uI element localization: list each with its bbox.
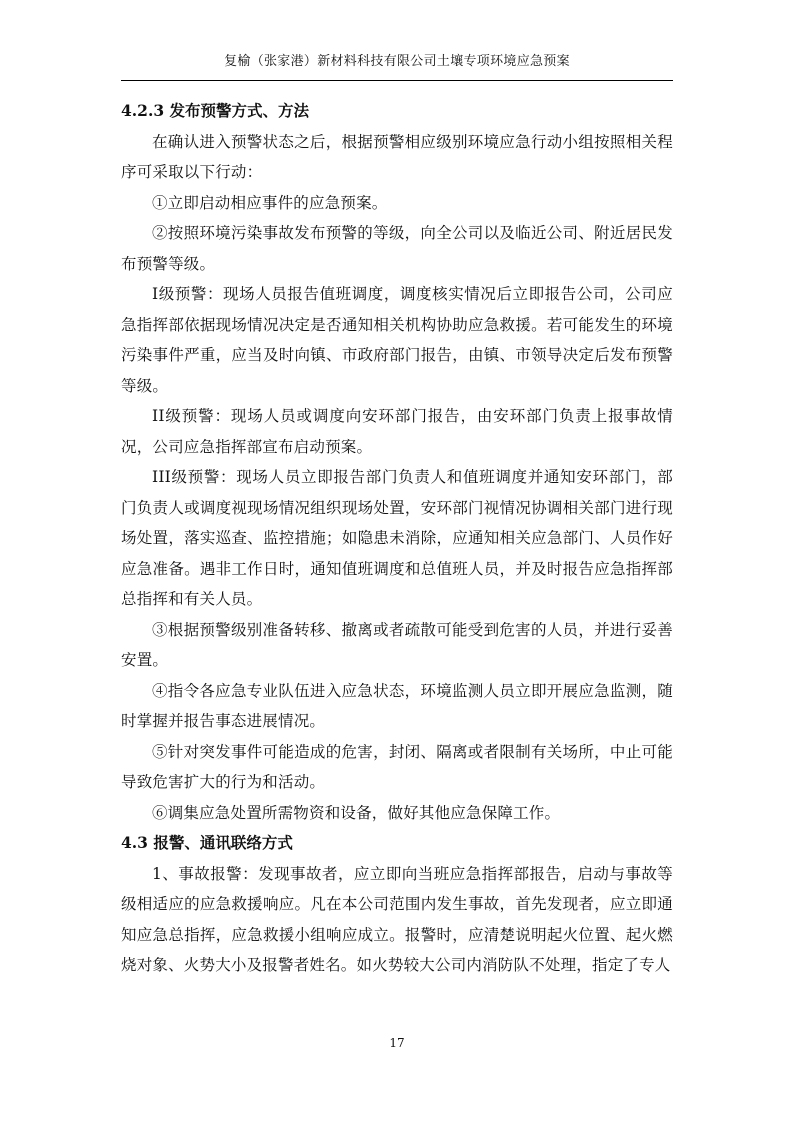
paragraph-level-2-warning: II级预警：现场人员或调度向安环部门报告，由安环部门负责上报事故情况，公司应急指挥部宣布启动预案。 <box>121 407 673 456</box>
paragraph-level-3-warning: III级预警：现场人员立即报告部门负责人和值班调度并通知安环部门，部门负责人或调度视现场情况组织现场处置，安环部门视情况协调相关部门进行现场处置，落实巡查、监控措施；如隐患未消除，应通知相关应急部门、人员作好应急准备。遇非工作日时，通知值班调度和总值班人员，并及时报告应急指挥部总指挥和有关人员。 <box>121 468 673 608</box>
paragraph-item-3: ③根据预警级别准备转移、撤离或者疏散可能受到危害的人员，并进行妥善安置。 <box>121 620 673 669</box>
section-heading-4-3: 4.3 报警、通讯联络方式 <box>121 833 293 852</box>
paragraph-item-2: ②按照环境污染事故发布预警的等级，向全公司以及临近公司、附近居民发布预警等级。 <box>121 224 673 273</box>
paragraph-item-6: ⑥调集应急处置所需物资和设备，做好其他应急保障工作。 <box>152 803 561 822</box>
page-number: 17 <box>389 1036 405 1050</box>
header-rule <box>121 80 673 81</box>
paragraph-item-5: ⑤针对突发事件可能造成的危害，封闭、隔离或者限制有关场所，中止可能导致危害扩大的行为和活动。 <box>121 742 673 791</box>
page-header: 复榆（张家港）新材料科技有限公司土壤专项环境应急预案 <box>224 54 570 69</box>
section-heading-4-2-3: 4.2.3 发布预警方式、方法 <box>121 101 310 120</box>
document-body <box>121 96 673 981</box>
paragraph-incident-alarm: 1、事故报警：发现事故者，应立即向当班应急指挥部报告，启动与事故等级相适应的应急救援响应。凡在本公司范围内发生事故，首先发现者，应立即通知应急总指挥，应急救援小组响应成立。报警时，应清楚说明起火位置、起火燃烧对象、火势大小及报警者姓名。如火势较大公司内消防队不处理，指定了专人 <box>121 864 673 974</box>
paragraph-level-1-warning: I级预警：现场人员报告值班调度，调度核实情况后立即报告公司，公司应急指挥部依据现场情况决定是否通知相关机构协助应急救援。若可能发生的环境污染事件严重，应当及时向镇、市政府部门报告，由镇、市领导决定后发布预警等级。 <box>121 285 673 395</box>
paragraph-item-4: ④指令各应急专业队伍进入应急状态，环境监测人员立即开展应急监测，随时掌握并报告事态进展情况。 <box>121 681 673 730</box>
paragraph-item-1: ①立即启动相应事件的应急预案。 <box>152 193 388 212</box>
paragraph-intro: 在确认进入预警状态之后，根据预警相应级别环境应急行动小组按照相关程序可采取以下行动： <box>121 132 673 181</box>
